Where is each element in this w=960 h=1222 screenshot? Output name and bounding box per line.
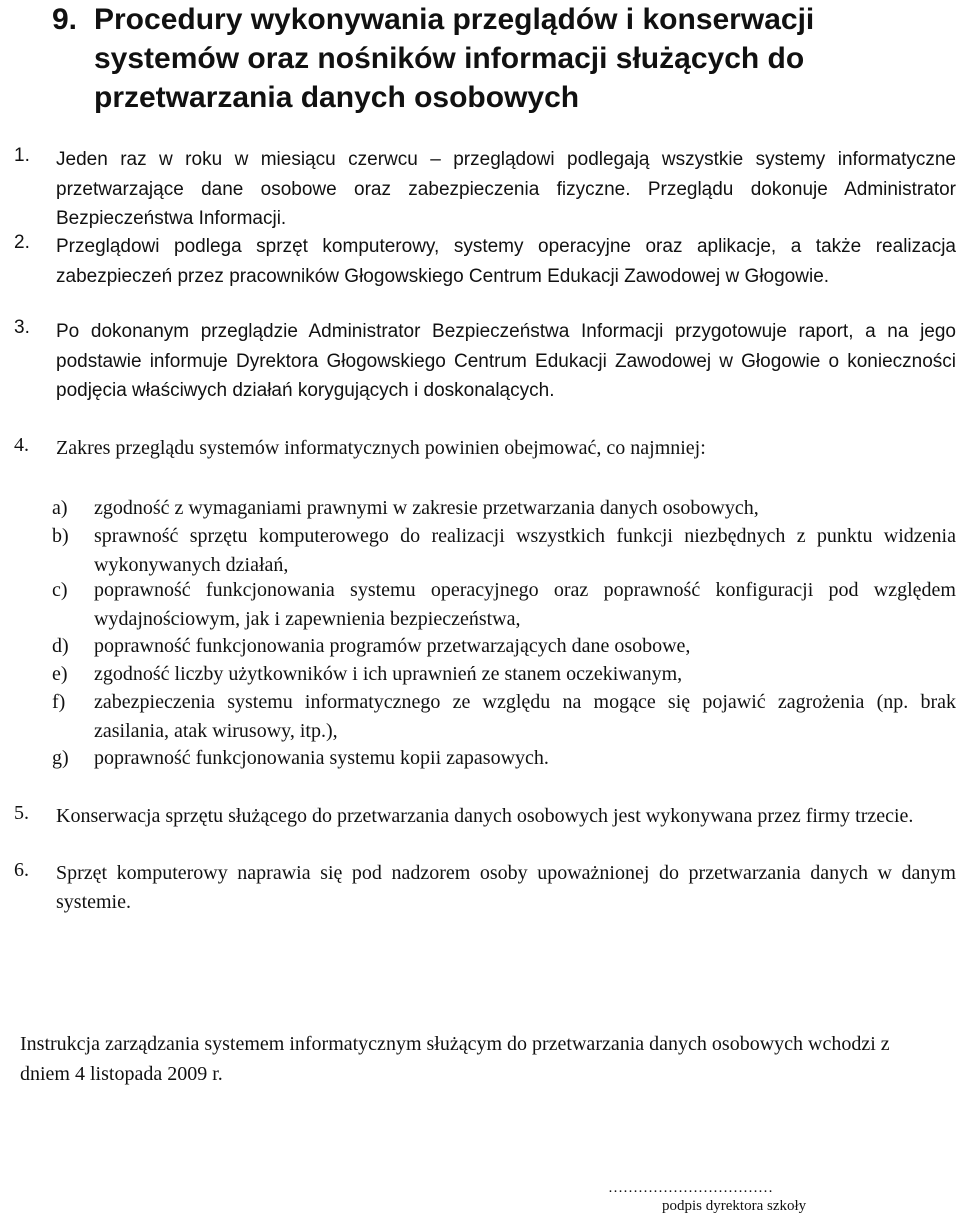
list-item-text: Zakres przeglądu systemów informatycznych powinien obejmować, co najmniej: [56,437,706,459]
sub-item-text: poprawność funkcjonowania systemu kopii zapasowych. [94,747,549,769]
sub-item-g [52,744,956,773]
list-item-number: 3. [14,317,30,338]
sub-item-b [52,522,956,580]
sub-item-text: zgodność liczby użytkowników i ich uprawnień ze stanem oczekiwanym, [94,663,683,685]
list-item-number: 1. [14,145,30,166]
list-item-text: Przeglądowi podlega sprzęt komputerowy, systemy operacyjne oraz aplikacje, a także realizacja zabezpieczeń przez pracowników Głogowskiego Centrum Edukacji Zawodowej w Głogowie. [56,236,956,287]
list-item-text: Konserwacja sprzętu służącego do przetwarzania danych osobowych jest wykonywana przez firmy trzecie. [56,805,914,827]
sub-item-letter: a) [52,497,68,519]
list-item-number: 2. [14,232,30,253]
section-heading [52,0,952,117]
sub-item-c [52,576,956,634]
sub-item-letter: g) [52,747,69,769]
list-item-6 [14,859,956,917]
signature-line: …………………………… [608,1180,773,1196]
sub-item-letter: b) [52,525,69,547]
list-item-4 [14,434,956,463]
list-item-text: Po dokonanym przeglądzie Administrator Bezpieczeństwa Informacji przygotowuje raport, a na jego podstawie informuje Dyrektora Głogowskiego Centrum Edukacji Zawodowej w Głogowie o konieczności podjęcia właściwych działań korygujących i doskonalących. [56,321,956,401]
sub-item-a [52,494,956,523]
sub-item-letter: e) [52,663,68,685]
sub-item-f [52,688,956,746]
list-item-2 [14,232,956,291]
sub-item-text: zabezpieczenia systemu informatycznego ze względu na mogące się pojawić zagrożenia (np. brak zasilania, atak wirusowy, itp.), [94,691,956,742]
sub-item-letter: c) [52,579,68,601]
list-item-number: 6. [14,859,29,881]
section-number: 9. [52,3,78,36]
list-item-1 [14,145,956,234]
list-item-number: 4. [14,434,29,456]
sub-item-d [52,632,956,661]
section-title: Procedury wykonywania przeglądów i konserwacji systemów oraz nośników informacji służących do przetwarzania danych osobowych [94,3,815,114]
list-item-text: Jeden raz w roku w miesiącu czerwcu – przeglądowi podlegają wszystkie systemy informatyczne przetwarzające dane osobowe oraz zabezpieczenia fizyczne. Przeglądu dokonuje Administrator Bezpieczeństwa Informacji. [56,149,956,229]
sub-item-letter: f) [52,691,66,713]
sub-item-text: poprawność funkcjonowania systemu operacyjnego oraz poprawność konfiguracji pod względem wydajnościowym, jak i zapewnienia bezpieczeństwa, [94,579,956,630]
sub-item-text: zgodność z wymaganiami prawnymi w zakresie przetwarzania danych osobowych, [94,497,759,519]
list-item-text: Sprzęt komputerowy naprawia się pod nadzorem osoby upoważnionej do przetwarzania danych w danym systemie. [56,862,956,913]
footer-note: Instrukcja zarządzania systemem informatycznym służącym do przetwarzania danych osobowych wchodzi z dniem 4 listopada 2009 r. [20,1033,890,1085]
list-item-3 [14,317,956,406]
list-item-number: 5. [14,802,29,824]
sub-item-text: sprawność sprzętu komputerowego do realizacji wszystkich funkcji niezbędnych z punktu widzenia wykonywanych działań, [94,525,956,576]
sub-item-text: poprawność funkcjonowania programów przetwarzających dane osobowe, [94,635,691,657]
list-item-5 [14,802,956,831]
sub-item-letter: d) [52,635,69,657]
signature-label: podpis dyrektora szkoły [662,1198,807,1214]
sub-item-e [52,660,956,689]
